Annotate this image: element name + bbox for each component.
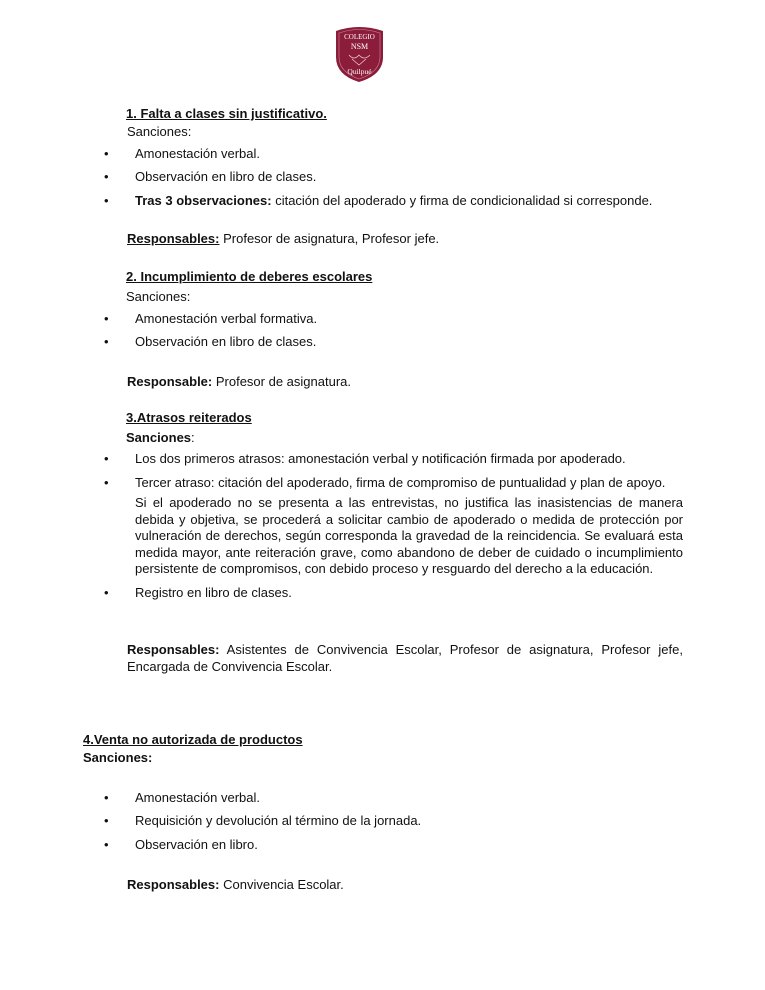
section1-item — [135, 193, 652, 208]
section1-item: Amonestación verbal. — [135, 146, 261, 161]
section3-sanciones-word: Sanciones — [126, 430, 192, 445]
bullet-glyph: • — [104, 837, 109, 852]
section4-title: 4.Venta no autorizada de productos — [83, 732, 303, 747]
logo-line2: NSM — [350, 42, 369, 51]
section1-item3-rest: citación del apoderado y firma de condicionalidad si corresponde. — [271, 193, 653, 208]
section3-responsables — [127, 642, 683, 675]
bullet-glyph: • — [104, 334, 109, 349]
section1-resp-text: Profesor de asignatura, Profesor jefe. — [219, 231, 440, 246]
bullet-glyph: • — [104, 311, 109, 326]
logo-line3: Quilpué — [347, 67, 372, 76]
section4-responsables — [127, 877, 344, 892]
section1-sanciones-label: Sanciones: — [127, 124, 192, 139]
section3-resp-label: Responsables: — [127, 642, 220, 657]
section3-paragraph: Si el apoderado no se presenta a las entrevistas, no justifica las inasistencias de manera debida y objetiva, se procederá a solicitar cambio de apoderado o medida de protección por vulneración de derechos, según corresponda la gravedad de la reincidencia. Se evaluará esta medida mayor, ante reiteración grave, como abandono de deber de cuidado o incumplimiento persistente de compromisos, con debido proceso y resguardo del derecho a la educación. — [135, 495, 683, 576]
section4-item: Amonestación verbal. — [135, 790, 261, 805]
section2-resp-label: Responsable: — [127, 374, 213, 389]
section3-resp-text: Asistentes de Convivencia Escolar, Profesor de asignatura, Profesor jefe, Encargada de Convivencia Escolar. — [127, 642, 683, 674]
bullet-glyph: • — [104, 790, 109, 805]
section1-resp-label: Responsables: — [127, 231, 220, 246]
section4-item: Observación en libro. — [135, 837, 258, 852]
section4-item: Requisición y devolución al término de la jornada. — [135, 813, 422, 828]
bullet-glyph: • — [104, 813, 109, 828]
section4-resp-text: Convivencia Escolar. — [219, 877, 344, 892]
section1-responsables — [127, 231, 439, 246]
logo-line1: COLEGIO — [344, 33, 375, 41]
section2-sanciones-label: Sanciones: — [126, 289, 191, 304]
section2-item: Amonestación verbal formativa. — [135, 311, 318, 326]
section4-sanciones-label: Sanciones: — [83, 750, 153, 765]
section2-title: 2. Incumplimiento de deberes escolares — [126, 269, 373, 284]
section1-item: Observación en libro de clases. — [135, 169, 317, 184]
section1-item3-bold: Tras 3 observaciones: — [135, 193, 272, 208]
section3-sanciones-label — [126, 430, 195, 445]
section4-resp-label: Responsables: — [127, 877, 220, 892]
section2-resp-text: Profesor de asignatura. — [212, 374, 351, 389]
bullet-glyph: • — [104, 146, 109, 161]
bullet-glyph: • — [104, 451, 109, 466]
section2-responsable — [127, 374, 351, 389]
section3-title: 3.Atrasos reiterados — [126, 410, 252, 425]
section3-item: Tercer atraso: citación del apoderado, firma de compromiso de puntualidad y plan de apoyo. — [135, 475, 666, 490]
bullet-glyph: • — [104, 475, 109, 490]
section2-item: Observación en libro de clases. — [135, 334, 317, 349]
section3-sanciones-colon: : — [191, 430, 195, 445]
bullet-glyph: • — [104, 585, 109, 600]
school-logo-crest — [332, 25, 387, 83]
bullet-glyph: • — [104, 169, 109, 184]
section1-title: 1. Falta a clases sin justificativo. — [126, 106, 327, 121]
section3-item: Registro en libro de clases. — [135, 585, 292, 600]
section3-item: Los dos primeros atrasos: amonestación verbal y notificación firmada por apoderado. — [135, 451, 626, 466]
bullet-glyph: • — [104, 193, 109, 208]
